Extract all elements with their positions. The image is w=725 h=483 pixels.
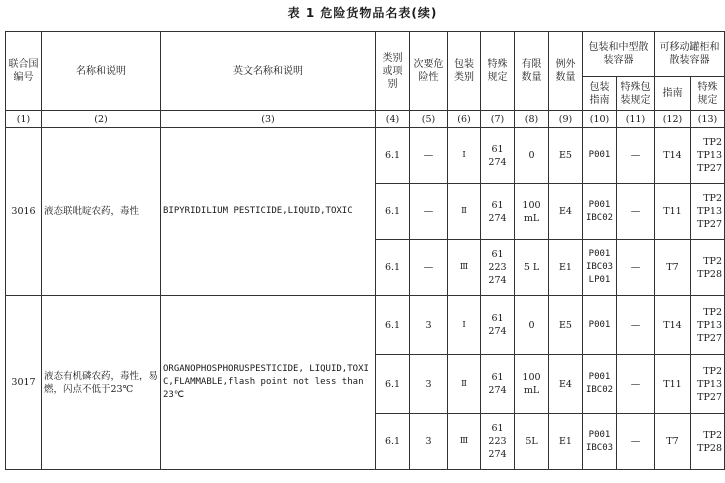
cell-line: 61 <box>491 199 504 211</box>
header-un-no: 联合国编号 <box>6 32 42 111</box>
header-limited: 有限数量 <box>515 32 549 111</box>
cell-line: TP2 <box>703 365 722 377</box>
packing-group-cell: Ⅲ <box>448 240 481 296</box>
table-title: 表 1 危险货物品名表(续) <box>287 6 438 20</box>
packing-instruction-cell <box>583 296 617 355</box>
cell-line: TP2 <box>703 137 722 148</box>
limited-quantity-cell <box>515 355 549 414</box>
cell-line: TP13 <box>697 206 722 217</box>
sub-risk-cell: — <box>410 240 448 296</box>
name-cn-cell: 液态有机磷农药，毒性，易燃，闪点不低于23℃ <box>42 296 161 470</box>
cell-line: 61 <box>491 313 504 324</box>
header-tank-special: 特殊规定 <box>691 77 725 111</box>
excepted-quantity-cell: E4 <box>549 355 583 414</box>
column-number: (4) <box>376 111 410 128</box>
special-packing-cell: — <box>617 414 655 470</box>
packing-instruction-cell <box>583 128 617 184</box>
class-cell: 6.1 <box>376 128 410 184</box>
cell-line: P001 <box>588 372 611 382</box>
limited-quantity-cell <box>515 184 549 240</box>
cell-line: P001 <box>588 199 611 210</box>
excepted-quantity-cell: E5 <box>549 128 583 184</box>
class-cell: 6.1 <box>376 296 410 355</box>
excepted-quantity-cell: E4 <box>549 184 583 240</box>
packing-instruction-cell <box>583 355 617 414</box>
cell-line: mL <box>523 385 540 396</box>
column-number: (2) <box>42 111 161 128</box>
tank-instruction-cell: T11 <box>655 184 691 240</box>
class-cell: 6.1 <box>376 240 410 296</box>
cell-line: 0 <box>528 150 535 161</box>
column-number: (12) <box>655 111 691 128</box>
name-cn-cell: 液态联吡啶农药，毒性 <box>42 128 161 296</box>
header-tank-instr: 指南 <box>655 77 691 111</box>
tank-instruction-cell: T7 <box>655 414 691 470</box>
un-number-cell: 3016 <box>6 128 42 296</box>
special-packing-cell: — <box>617 128 655 184</box>
table-row <box>6 128 725 184</box>
cell-line: 61 <box>491 423 504 434</box>
cell-line: 5L <box>525 436 538 447</box>
special-packing-cell: — <box>617 240 655 296</box>
special-provisions-cell <box>481 414 515 470</box>
tank-instruction-cell: T14 <box>655 128 691 184</box>
cell-line: 61 <box>491 143 504 155</box>
cell-line: 274 <box>488 449 507 460</box>
limited-quantity-cell <box>515 128 549 184</box>
special-provisions-cell <box>481 184 515 240</box>
excepted-quantity-cell: E5 <box>549 296 583 355</box>
special-packing-cell: — <box>617 296 655 355</box>
sub-risk-cell: — <box>410 128 448 184</box>
header-sub-risk: 次要危险性 <box>410 32 448 111</box>
packing-instruction-cell <box>583 184 617 240</box>
column-number: (10) <box>583 111 617 128</box>
tank-special-cell <box>691 240 725 296</box>
header-pkg-special: 特殊包装规定 <box>617 77 655 111</box>
column-number: (9) <box>549 111 583 128</box>
cell-line: P001 <box>588 429 611 440</box>
table-row <box>6 296 725 355</box>
cell-line: 100 <box>522 372 541 383</box>
cell-line: IBC02 <box>585 385 614 395</box>
cell-line: P001 <box>588 319 611 330</box>
limited-quantity-cell <box>515 296 549 355</box>
packing-group-cell: Ⅰ <box>448 296 481 355</box>
name-en-cell: ORGANOPHOSPHORUSPESTICIDE, LIQUID,TOXIC,FLAMMABLE,flash point not less than 23℃ <box>161 296 376 470</box>
cell-line: TP2 <box>703 255 722 267</box>
sub-risk-cell: 3 <box>410 296 448 355</box>
cell-line: P001 <box>588 150 611 160</box>
tank-instruction-cell: T7 <box>655 240 691 296</box>
header-tank: 可移动罐柜和散装容器 <box>655 32 725 77</box>
header-name-cn: 名称和说明 <box>42 32 161 111</box>
header-name-en: 英文名称和说明 <box>161 32 376 111</box>
tank-instruction-cell: T14 <box>655 296 691 355</box>
special-provisions-cell <box>481 128 515 184</box>
excepted-quantity-cell: E1 <box>549 414 583 470</box>
cell-line: 274 <box>488 385 507 396</box>
special-provisions-cell <box>481 296 515 355</box>
class-cell: 6.1 <box>376 414 410 470</box>
packing-group-cell: Ⅱ <box>448 355 481 414</box>
un-number-cell: 3017 <box>6 296 42 470</box>
column-number-row <box>6 111 725 128</box>
header-class: 类别或项别 <box>376 32 410 111</box>
cell-line: IBC02 <box>585 212 614 223</box>
header-pkg-instr: 包装指南 <box>583 77 617 111</box>
special-provisions-cell <box>481 355 515 414</box>
header-pkg-ibc: 包装和中型散装容器 <box>583 32 655 77</box>
cell-line: 274 <box>488 275 507 286</box>
cell-line: 0 <box>528 319 535 331</box>
cell-line: TP2 <box>703 193 722 204</box>
cell-line: mL <box>523 212 540 224</box>
cell-line: TP27 <box>697 163 722 174</box>
packing-instruction-cell <box>583 240 617 296</box>
cell-line: TP27 <box>697 332 722 344</box>
dangerous-goods-table <box>5 31 725 470</box>
column-number: (8) <box>515 111 549 128</box>
sub-risk-cell: — <box>410 184 448 240</box>
cell-line: 100 <box>522 199 541 211</box>
special-packing-cell: — <box>617 355 655 414</box>
cell-line: IBC03 <box>585 442 614 453</box>
packing-group-cell: Ⅲ <box>448 414 481 470</box>
class-cell: 6.1 <box>376 184 410 240</box>
cell-line: IBC03 <box>585 262 614 272</box>
column-number: (11) <box>617 111 655 128</box>
sub-risk-cell: 3 <box>410 414 448 470</box>
cell-line: 5 L <box>523 262 540 273</box>
tank-special-cell <box>691 296 725 355</box>
header-excepted: 例外数量 <box>549 32 583 111</box>
cell-line: 61 <box>491 372 504 383</box>
cell-line: TP13 <box>697 378 722 390</box>
cell-line: TP27 <box>697 219 722 230</box>
cell-line: 61 <box>491 249 504 260</box>
cell-line: 274 <box>488 156 507 168</box>
tank-special-cell <box>691 184 725 240</box>
cell-line: TP28 <box>697 442 722 454</box>
packing-instruction-cell <box>583 414 617 470</box>
column-number: (5) <box>410 111 448 128</box>
column-number: (6) <box>448 111 481 128</box>
header-special: 特殊规定 <box>481 32 515 111</box>
excepted-quantity-cell: E1 <box>549 240 583 296</box>
cell-line: TP13 <box>697 319 722 331</box>
cell-line: TP28 <box>697 268 722 280</box>
cell-line: TP2 <box>703 306 722 318</box>
cell-line: P001 <box>588 249 611 259</box>
class-cell: 6.1 <box>376 355 410 414</box>
cell-line: 223 <box>488 436 507 447</box>
column-number: (13) <box>691 111 725 128</box>
cell-line: TP2 <box>703 429 722 441</box>
tank-instruction-cell: T11 <box>655 355 691 414</box>
limited-quantity-cell <box>515 414 549 470</box>
tank-special-cell <box>691 414 725 470</box>
tank-special-cell <box>691 355 725 414</box>
cell-line: 223 <box>488 262 507 273</box>
column-number: (3) <box>161 111 376 128</box>
cell-line: 274 <box>488 326 507 337</box>
header-pkg-group: 包装类别 <box>448 32 481 111</box>
cell-line: 274 <box>488 212 507 224</box>
cell-line: TP13 <box>697 150 722 161</box>
name-en-cell: BIPYRIDILIUM PESTICIDE,LIQUID,TOXIC <box>161 128 376 296</box>
limited-quantity-cell <box>515 240 549 296</box>
column-number: (7) <box>481 111 515 128</box>
cell-line: LP01 <box>588 275 611 285</box>
special-packing-cell: — <box>617 184 655 240</box>
packing-group-cell: Ⅱ <box>448 184 481 240</box>
cell-line: TP27 <box>697 391 722 403</box>
packing-group-cell: Ⅰ <box>448 128 481 184</box>
tank-special-cell <box>691 128 725 184</box>
special-provisions-cell <box>481 240 515 296</box>
sub-risk-cell: 3 <box>410 355 448 414</box>
column-number: (1) <box>6 111 42 128</box>
